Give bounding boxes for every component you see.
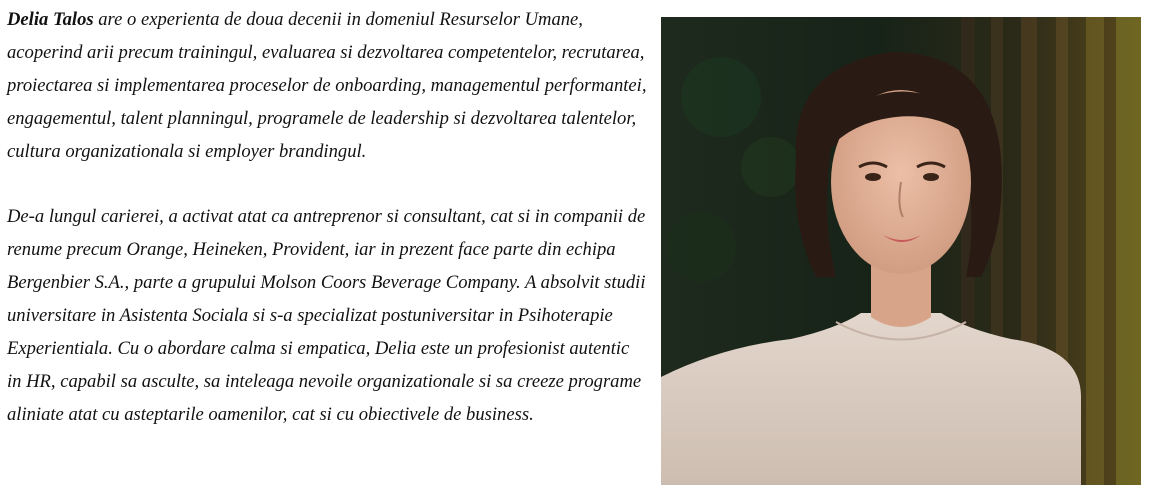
bio-paragraph-1 xyxy=(7,4,647,169)
bio-paragraph-2: De-a lungul carierei, a activat atat ca antreprenor si consultant, cat si in companii de renume precum Orange, Heineken, Provident, iar in prezent face parte din echipa Bergenbier S.A., parte a grupului Molson Coors Beverage Company. A absolvit studii universitare in Asistenta Sociala si s-a specializat postuniversitar in Psihoterapie Experientiala. Cu o abordare calma si empatica, Delia este un profesionist autentic in HR, capabil sa asculte, sa inteleaga nevoile organizationale si sa creeze programe aliniate atat cu asteptarile oamenilor, cat si cu obiectivele de business. xyxy=(7,206,646,425)
portrait-photo xyxy=(661,17,1141,485)
bio-paragraph-1-text: are o experienta de doua decenii in domeniul Resurselor Umane, acoperind arii precum trainingul, evaluarea si dezvoltarea competentelor, recrutarea, proiectarea si implementarea proceselor de onboarding, managementul performantei, engagementul, talent planningul, programele de leadership si dezvoltarea talentelor, cultura organizationala si employer brandingul. xyxy=(7,9,647,162)
portrait-illustration xyxy=(661,17,1141,485)
person-name: Delia Talos xyxy=(7,9,94,30)
bio-text xyxy=(7,4,647,432)
